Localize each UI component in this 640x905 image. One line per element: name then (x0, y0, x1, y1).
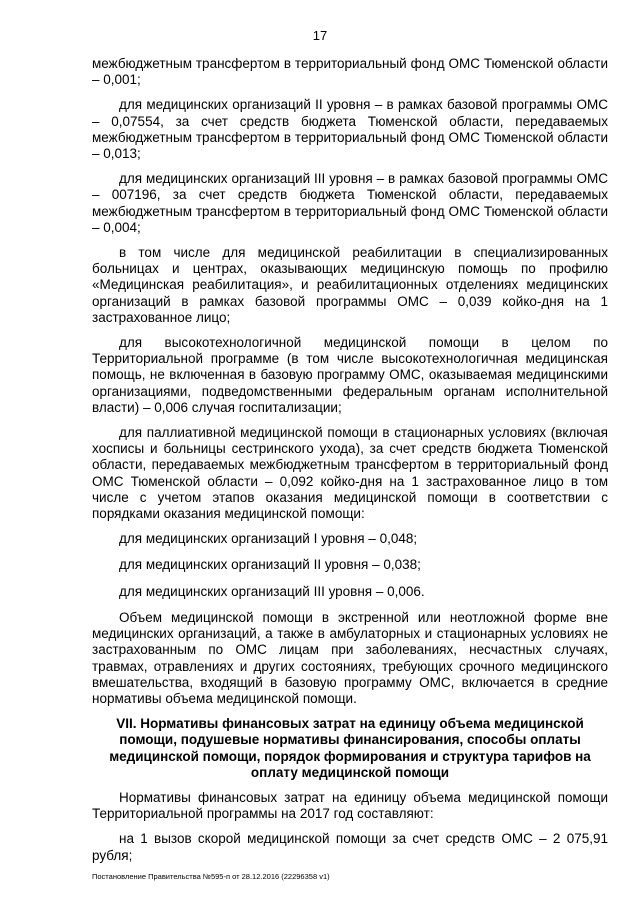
paragraph: для медицинских организаций II уровня – в рамках базовой программы ОМС – 0,07554, за счет средств бюджета Тюменской области, передаваемых межбюджетным трансфертом в территориальный фонд ОМС Тюменской области – 0,013; (92, 97, 608, 162)
section-heading: VII. Нормативы финансовых затрат на единицу объема медицинской помощи, подушевые нормативы финансирования, способы оплаты медицинской помощи, порядок формирования и структура тарифов на оплату медицинской помощи (109, 716, 591, 780)
paragraph: для медицинских организаций I уровня – 0,048; (119, 531, 418, 547)
paragraph: для медицинских организаций II уровня – 0,038; (119, 557, 421, 573)
page-number: 17 (312, 28, 328, 43)
paragraph: на 1 вызов скорой медицинской помощи за счет средств ОМС – 2 075,91 рубля; (92, 831, 608, 863)
document-body (92, 56, 608, 873)
paragraph: в том числе для медицинской реабилитации в специализированных больницах и центрах, оказывающих медицинскую помощь по профилю «Медицинская реабилитация», и реабилитационных отделениях медицинских организаций в рамках базовой программы ОМС – 0,039 койко-дня на 1 застрахованное лицо; (92, 245, 608, 325)
paragraph: для высокотехнологичной медицинской помощи в целом по Территориальной программе (в том числе высокотехнологичная медицинская помощь, не включенная в базовую программу ОМС, оказываемая медицинскими организациями, подведомственными федеральным органам исполнительной власти) – 0,006 случая госпитализации; (92, 335, 608, 415)
paragraph: межбюджетным трансфертом в территориальный фонд ОМС Тюменской области – 0,001; (92, 56, 608, 88)
paragraph: Объем медицинской помощи в экстренной или неотложной форме вне медицинских организаций, а также в амбулаторных и стационарных условиях не застрахованным по ОМС лицам при заболеваниях, несчастных случаях, травмах, отравлениях и других состояниях, требующих срочного медицинского вмешательства, входящий в базовую программу ОМС, включается в средние нормативы объема медицинской помощи. (92, 609, 608, 706)
paragraph: для паллиативной медицинской помощи в стационарных условиях (включая хосписы и больницы сестринского ухода), за счет средств бюджета Тюменской области, передаваемых межбюджетным трансфертом в территориальный фонд ОМС Тюменской области – 0,092 койко-дня на 1 застрахованное лицо в том числе с учетом этапов оказания медицинской помощи в соответствии с порядками оказания медицинской помощи: (92, 425, 608, 522)
paragraph: для медицинских организаций III уровня – в рамках базовой программы ОМС – 007196, за счет средств бюджета Тюменской области, передаваемых межбюджетным трансфертом в территориальный фонд ОМС Тюменской области – 0,004; (92, 171, 608, 235)
document-footer: Постановление Правительства №595-п от 28.12.2016 (22296358 v1) (92, 872, 330, 881)
paragraph: Нормативы финансовых затрат на единицу объема медицинской помощи Территориальной программы на 2017 год составляют: (92, 789, 608, 822)
paragraph: для медицинских организаций III уровня – 0,006. (119, 583, 425, 599)
